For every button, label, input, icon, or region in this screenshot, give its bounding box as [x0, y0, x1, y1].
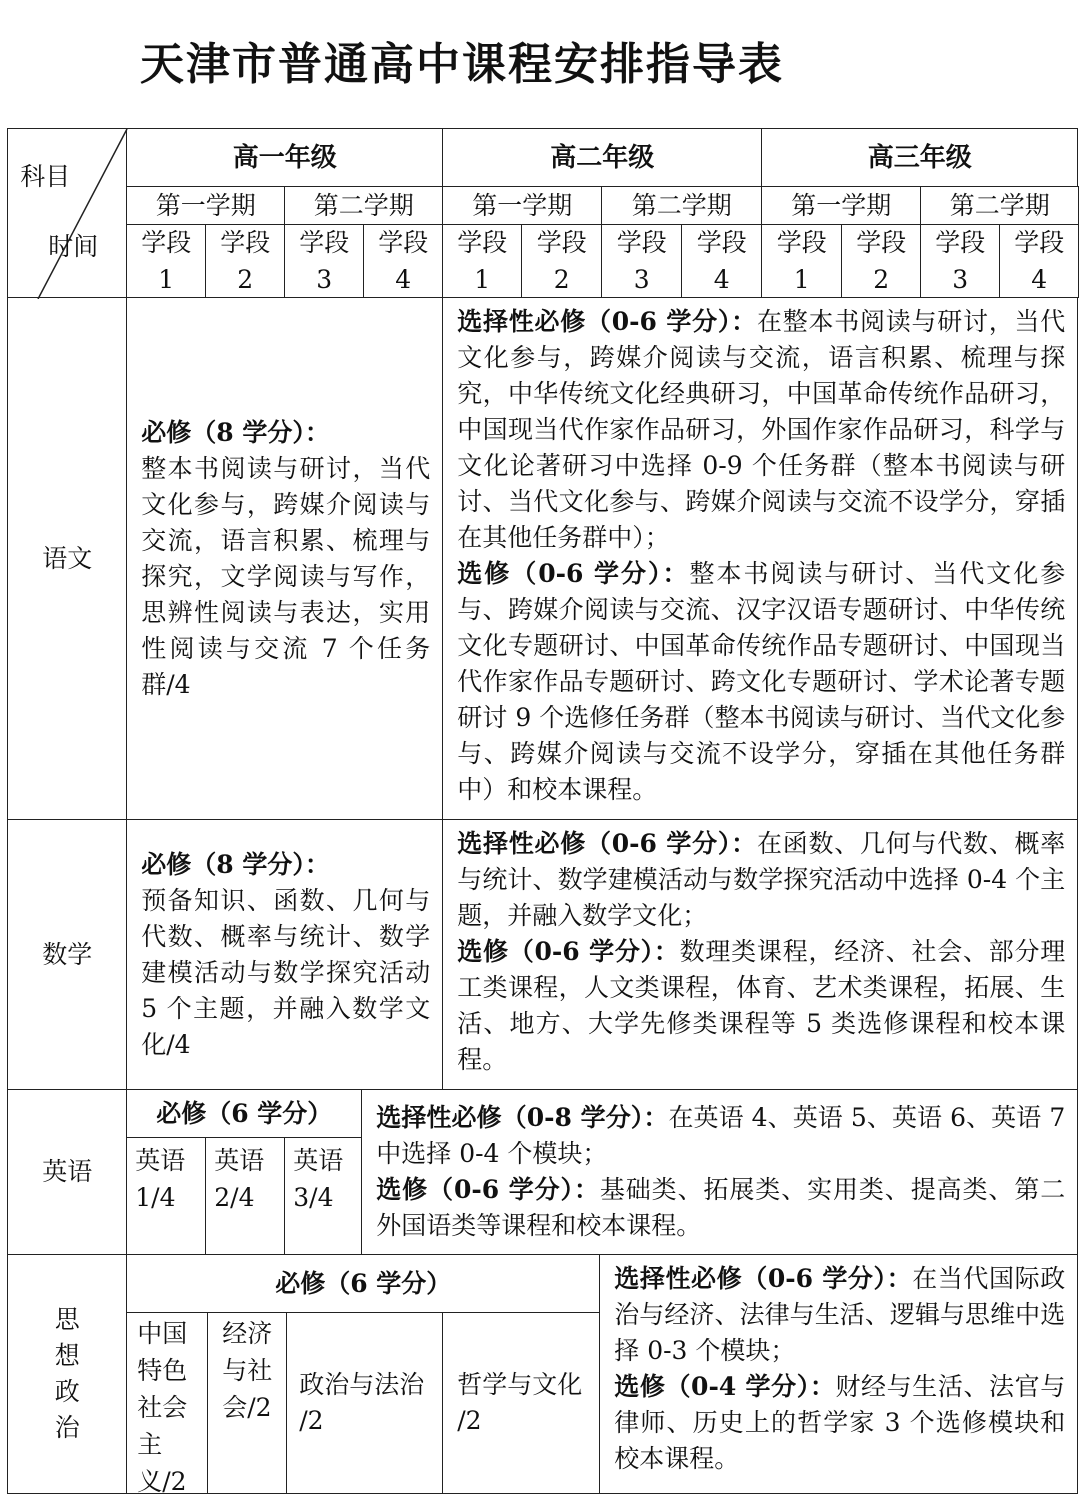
- math-selective-text: 在函数、几何与代数、概率与统计、数学建模活动与数学探究活动中选择 0-4 个主题，并融入数学文化；: [457, 829, 1066, 931]
- politics-elective-cell: [599, 1254, 1078, 1494]
- semester-2: 第二学期: [284, 186, 443, 225]
- english-elective-cell: [361, 1089, 1078, 1255]
- english-module-1: 英语1/4: [126, 1137, 206, 1255]
- grade-3: 高三年级: [761, 128, 1078, 187]
- grade-1: 高一年级: [126, 128, 443, 187]
- math-elective-text: 数理类课程，经济、社会、部分理工类课程，人文类课程，体育、艺术类课程，拓展、生活、地方、大学先修类课程等 5 类选修课程和校本课程。: [457, 937, 1066, 1075]
- chinese-required-text: 整本书阅读与研讨，当代文化参与，跨媒介阅读与交流，语言积累、梳理与探究，文学阅读与写作，思辨性阅读与表达，实用性阅读与交流 7 个任务群/4: [141, 453, 431, 699]
- math-elective-label: 选修（0-6 学分）：: [457, 937, 680, 967]
- politics-required-label: 必修（6 学分）: [126, 1254, 600, 1313]
- english-selective-label: 选择性必修（0-8 学分）：: [376, 1103, 669, 1133]
- math-required-cell: [126, 819, 443, 1090]
- politics-module-3: 政治与法治 /2: [286, 1312, 443, 1494]
- math-selective-label: 选择性必修（0-6 学分）：: [457, 829, 757, 859]
- semester-6: 第二学期: [920, 186, 1079, 225]
- chinese-required-label: 必修（8 学分）：: [141, 417, 330, 447]
- subject-english: 英语: [7, 1089, 127, 1255]
- grade-2: 高二年级: [442, 128, 762, 187]
- subject-chinese: 语文: [7, 297, 127, 820]
- english-elective-text: 基础类、拓展类、实用类、提高类、第二外国语类等课程和校本课程。: [376, 1175, 1066, 1241]
- segment-4: 学段 4: [363, 224, 443, 298]
- politics-module-1: 中国特色社会主义/2: [126, 1312, 208, 1494]
- math-required-text: 预备知识、函数、几何与代数、概率与统计、数学建模活动与数学探究活动 5 个主题，并融入数学文化/4: [141, 885, 431, 1059]
- corner-time: 时间: [48, 232, 99, 262]
- segment-5: 学段 1: [442, 224, 522, 298]
- math-elective-cell: [442, 819, 1078, 1090]
- segment-12: 学段 4: [999, 224, 1079, 298]
- chinese-selective-label: 选择性必修（0-6 学分）：: [457, 307, 757, 337]
- segment-9: 学段 1: [761, 224, 842, 298]
- segment-8: 学段 4: [681, 224, 762, 298]
- chinese-elective-cell: [442, 297, 1078, 820]
- politics-selective-text: 在当代国际政治与经济、法律与生活、逻辑与思维中选择 0-3 个模块；: [614, 1264, 1066, 1366]
- math-required-label: 必修（8 学分）：: [141, 849, 330, 879]
- subject-politics: 思想政治: [7, 1254, 127, 1494]
- subject-math: 数学: [7, 819, 127, 1090]
- segment-1: 学段 1: [126, 224, 206, 298]
- semester-1: 第一学期: [126, 186, 285, 225]
- politics-elective-text: 财经与生活、法官与律师、历史上的哲学家 3 个选修模块和校本课程。: [614, 1372, 1066, 1474]
- english-module-2: 英语2/4: [205, 1137, 285, 1255]
- diagonal-line: [8, 129, 128, 299]
- semester-3: 第一学期: [442, 186, 602, 225]
- chinese-elective-label: 选修（0-6 学分）：: [457, 559, 690, 589]
- segment-2: 学段 2: [205, 224, 285, 298]
- segment-3: 学段 3: [284, 224, 364, 298]
- corner-subject: 科目: [20, 162, 71, 192]
- english-selective-text: 在英语 4、英语 5、英语 6、英语 7 中选择 0-4 个模块；: [376, 1103, 1066, 1169]
- english-module-3: 英语3/4: [284, 1137, 362, 1255]
- corner-cell: [7, 128, 127, 298]
- chinese-selective-text: 在整本书阅读与研讨，当代文化参与，跨媒介阅读与交流，语言积累、梳理与探究，中华传统文化经典研习，中国革命传统作品研习，中国现当代作家作品研习，外国作家作品研习，科学与文化论著研习中选择 0-9 个任务群（整本书阅读与研讨、当代文化参与、跨媒介阅读与交流不设学分，穿插在其他任务群中）；: [457, 307, 1066, 553]
- politics-elective-label: 选修（0-4 学分）：: [614, 1372, 836, 1402]
- english-elective-label: 选修（0-6 学分）：: [376, 1175, 600, 1205]
- segment-6: 学段 2: [521, 224, 602, 298]
- chinese-required-cell: [126, 297, 443, 820]
- page-title: 天津市普通高中课程安排指导表: [140, 39, 784, 90]
- segment-11: 学段 3: [920, 224, 1000, 298]
- segment-7: 学段 3: [601, 224, 682, 298]
- politics-module-2: 经济与社会/2: [207, 1312, 287, 1494]
- semester-4: 第二学期: [601, 186, 762, 225]
- english-required-label: 必修（6 学分）: [126, 1089, 362, 1138]
- politics-module-4: 哲学与文化 /2: [442, 1312, 600, 1494]
- politics-selective-label: 选择性必修（0-6 学分）：: [614, 1264, 913, 1294]
- chinese-elective-text: 整本书阅读与研讨、当代文化参与、跨媒介阅读与交流、汉字汉语专题研讨、中华传统文化专题研讨、中国革命传统作品专题研讨、中国现当代作家作品专题研讨、跨文化专题研讨、学术论著专题研讨 9 个选修任务群（整本书阅读与研讨、当代文化参与、跨媒介阅读与交流不设学分，穿插在其他任务群中）和校本课程。: [457, 559, 1066, 805]
- segment-10: 学段 2: [841, 224, 921, 298]
- semester-5: 第一学期: [761, 186, 921, 225]
